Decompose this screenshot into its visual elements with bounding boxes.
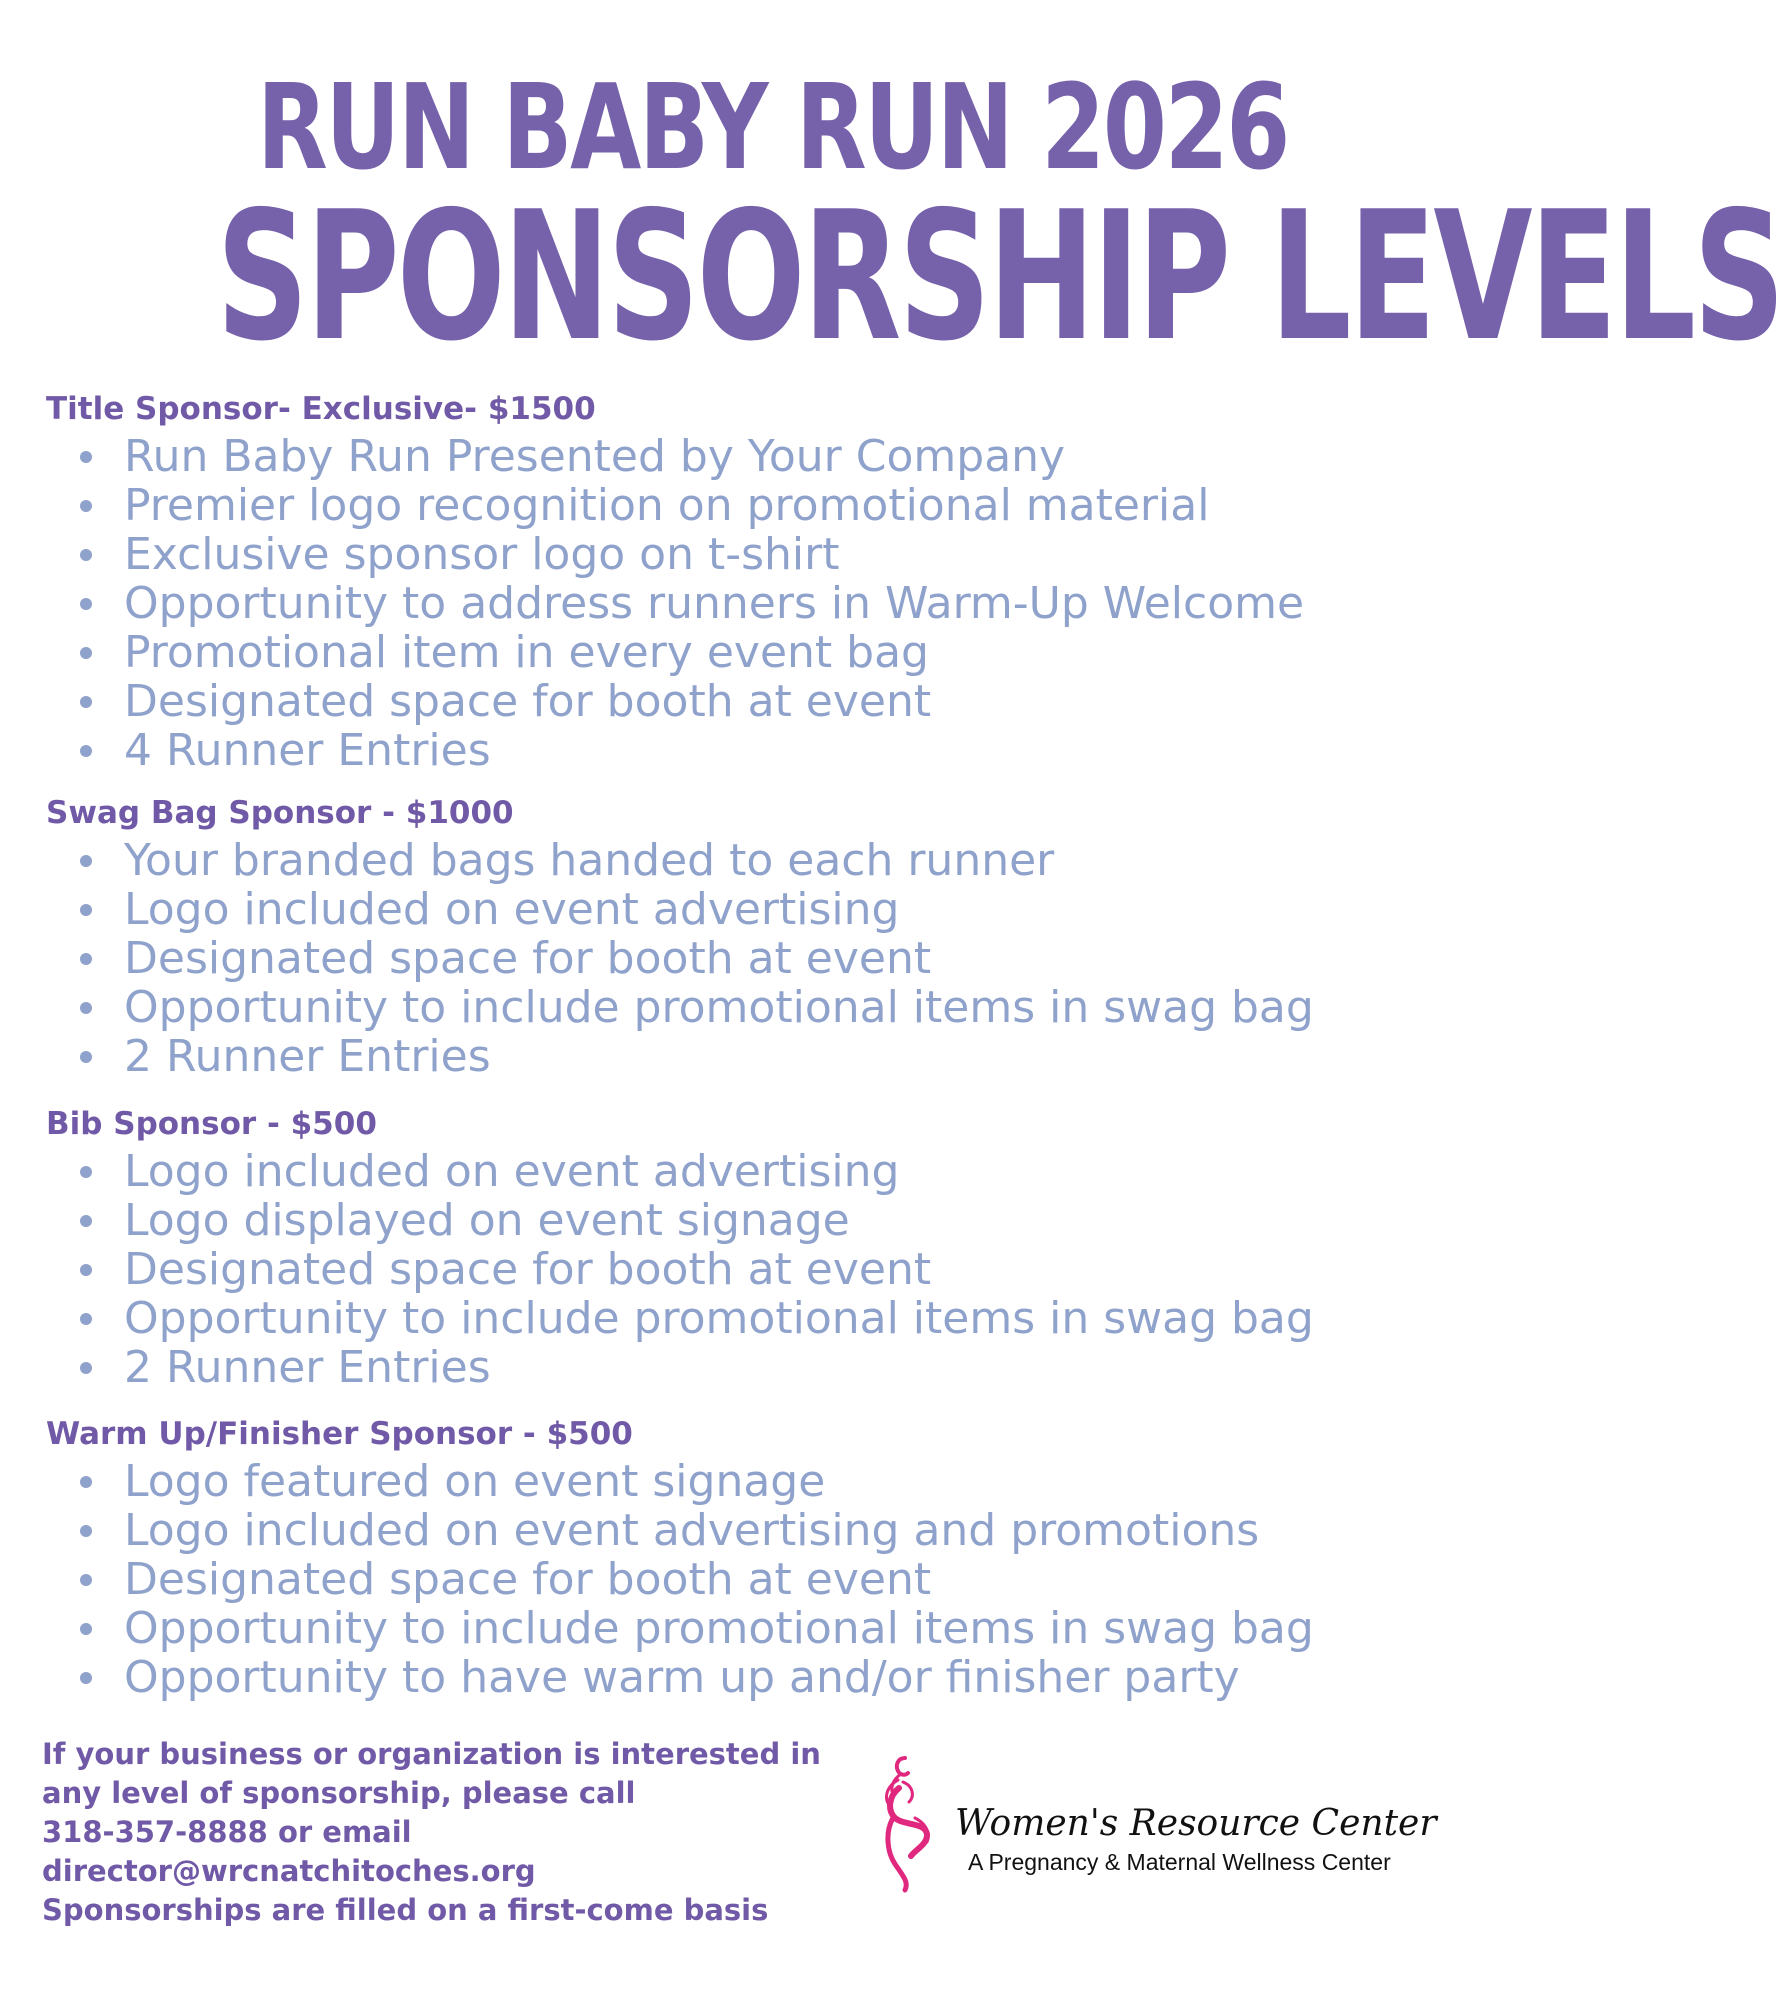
benefit-text: Run Baby Run Presented by Your Company	[124, 431, 1066, 482]
sponsorship-section-title	[46, 388, 1506, 775]
bullet-icon	[80, 1476, 92, 1488]
bullet-icon	[80, 549, 92, 561]
bullet-icon	[80, 451, 92, 463]
section-heading: Warm Up/Finisher Sponsor - $500	[46, 1416, 633, 1452]
bullet-icon	[80, 745, 92, 757]
bullet-icon	[80, 1362, 92, 1374]
benefit-list	[46, 836, 1506, 1081]
benefit-text: Opportunity to include promotional items in swag bag	[124, 1293, 1314, 1344]
benefit-item	[80, 1343, 1506, 1392]
bullet-icon	[80, 1051, 92, 1063]
bullet-icon	[80, 696, 92, 708]
logo-name: Women's Resource Center	[955, 1803, 1437, 1844]
sponsorship-section-bib	[46, 1103, 1506, 1392]
bullet-icon	[80, 500, 92, 512]
benefit-item	[80, 432, 1506, 481]
benefit-item	[80, 1147, 1506, 1196]
benefit-item	[80, 579, 1506, 628]
sponsorship-section-warm-up-finisher	[46, 1413, 1506, 1702]
benefit-text: 2 Runner Entries	[124, 1342, 491, 1393]
contact-email: director@wrcnatchitoches.org	[42, 1854, 536, 1888]
bullet-icon	[80, 1215, 92, 1227]
benefit-item	[80, 1555, 1506, 1604]
benefit-list	[46, 1457, 1506, 1702]
benefit-text: Designated space for booth at event	[124, 1244, 932, 1295]
pregnant-woman-silhouette-icon	[865, 1752, 945, 1892]
bullet-icon	[80, 1525, 92, 1537]
bullet-icon	[80, 598, 92, 610]
benefit-text: Opportunity to include promotional items in swag bag	[124, 1603, 1314, 1654]
womens-resource-center-logo	[865, 1752, 1505, 1892]
bullet-icon	[80, 1166, 92, 1178]
benefit-text: 2 Runner Entries	[124, 1031, 491, 1082]
bullet-icon	[80, 953, 92, 965]
benefit-text: Designated space for booth at event	[124, 1554, 932, 1605]
benefit-item	[80, 1653, 1506, 1702]
benefit-text: Opportunity to include promotional items in swag bag	[124, 982, 1314, 1033]
contact-phone: 318-357-8888 or email	[42, 1815, 412, 1849]
benefit-item	[80, 628, 1506, 677]
benefit-item	[80, 481, 1506, 530]
benefit-text: Your branded bags handed to each runner	[124, 835, 1055, 886]
bullet-icon	[80, 855, 92, 867]
benefit-item	[80, 983, 1506, 1032]
benefit-item	[80, 726, 1506, 775]
contact-line: If your business or organization is interested in	[42, 1737, 821, 1771]
contact-note: Sponsorships are filled on a first-come basis	[42, 1893, 769, 1927]
benefit-text: Designated space for booth at event	[124, 933, 932, 984]
section-heading: Title Sponsor- Exclusive- $1500	[46, 391, 596, 427]
logo-tagline: A Pregnancy & Maternal Wellness Center	[968, 1849, 1391, 1875]
benefit-item	[80, 1604, 1506, 1653]
bullet-icon	[80, 904, 92, 916]
benefit-text: Designated space for booth at event	[124, 676, 932, 727]
section-heading: Bib Sponsor - $500	[46, 1106, 377, 1142]
bullet-icon	[80, 647, 92, 659]
benefit-text: Logo included on event advertising and promotions	[124, 1505, 1260, 1556]
benefit-text: Logo featured on event signage	[124, 1456, 826, 1507]
benefit-list	[46, 432, 1506, 775]
bullet-icon	[80, 1313, 92, 1325]
benefit-item	[80, 1294, 1506, 1343]
bullet-icon	[80, 1672, 92, 1684]
bullet-icon	[80, 1623, 92, 1635]
benefit-text: Exclusive sponsor logo on t-shirt	[124, 529, 840, 580]
benefit-item	[80, 934, 1506, 983]
section-heading: Swag Bag Sponsor - $1000	[46, 795, 514, 831]
benefit-item	[80, 836, 1506, 885]
contact-info	[42, 1735, 892, 1930]
benefit-list	[46, 1147, 1506, 1392]
benefit-text: Premier logo recognition on promotional material	[124, 480, 1210, 531]
benefit-text: Logo included on event advertising	[124, 1146, 900, 1197]
benefit-item	[80, 1245, 1506, 1294]
benefit-item	[80, 1506, 1506, 1555]
title-line-sponsorship-levels: SPONSORSHIP LEVELS	[216, 173, 1783, 380]
benefit-text: Promotional item in every event bag	[124, 627, 929, 678]
bullet-icon	[80, 1264, 92, 1276]
title-line-event: RUN BABY RUN 2026	[257, 58, 1288, 196]
benefit-item	[80, 677, 1506, 726]
benefit-text: Logo displayed on event signage	[124, 1195, 850, 1246]
benefit-item	[80, 885, 1506, 934]
benefit-item	[80, 1032, 1506, 1081]
benefit-text: 4 Runner Entries	[124, 725, 491, 776]
benefit-item	[80, 1196, 1506, 1245]
benefit-item	[80, 530, 1506, 579]
benefit-item	[80, 1457, 1506, 1506]
benefit-text: Logo included on event advertising	[124, 884, 900, 935]
sponsorship-section-swag-bag	[46, 792, 1506, 1081]
contact-line: any level of sponsorship, please call	[42, 1776, 636, 1810]
bullet-icon	[80, 1002, 92, 1014]
bullet-icon	[80, 1574, 92, 1586]
benefit-text: Opportunity to have warm up and/or finisher party	[124, 1652, 1240, 1703]
benefit-text: Opportunity to address runners in Warm-Up Welcome	[124, 578, 1305, 629]
